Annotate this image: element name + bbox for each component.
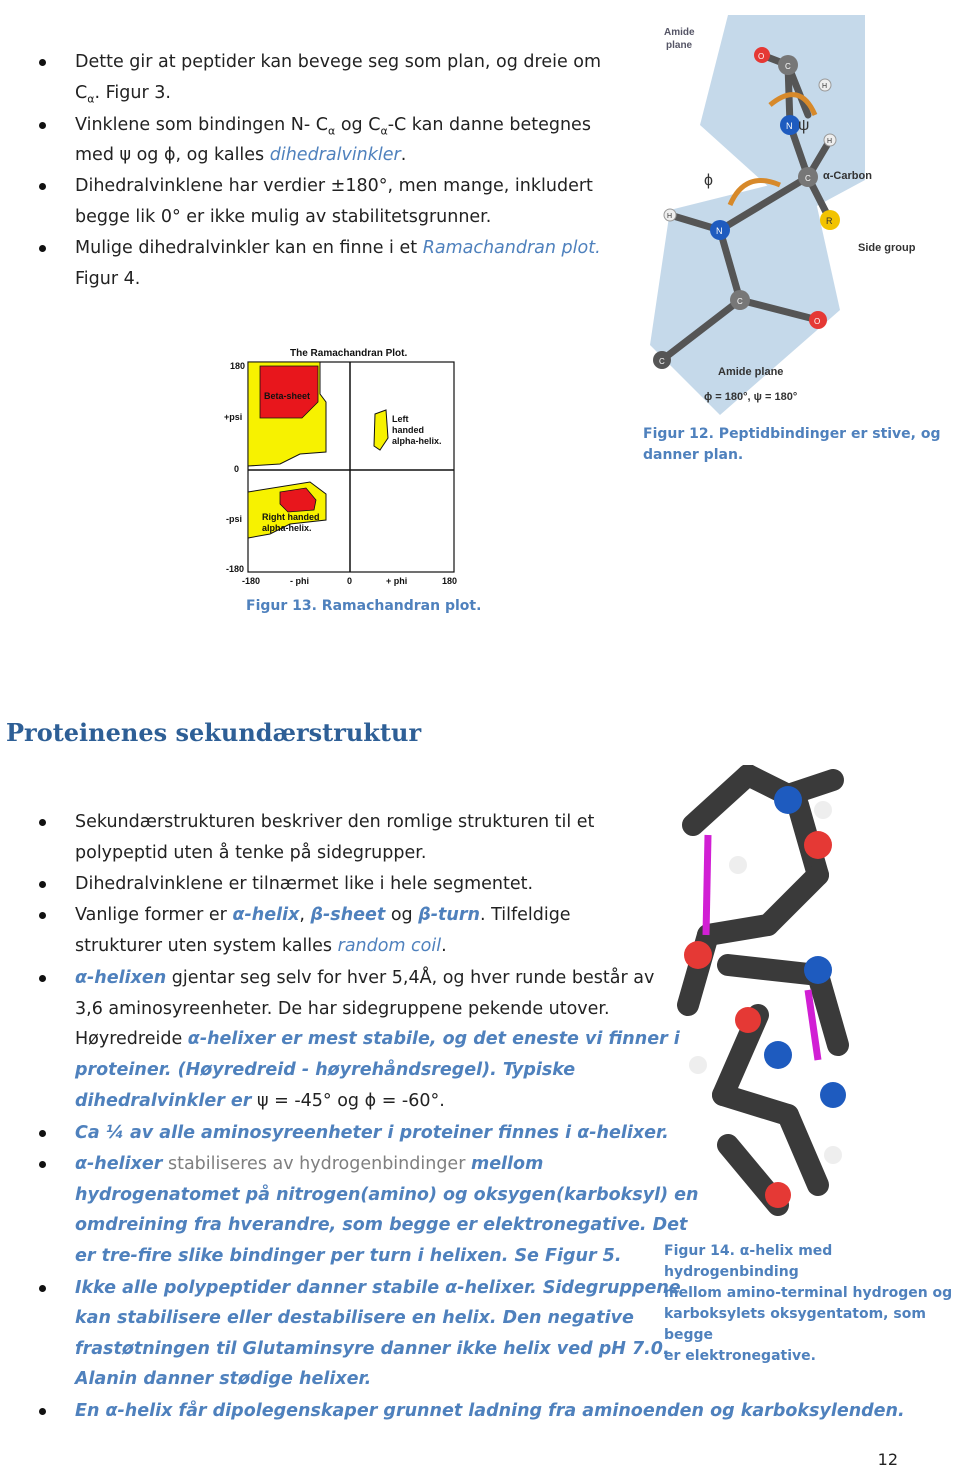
atom-label-c: C	[785, 62, 791, 71]
y-tick: 180	[230, 361, 246, 371]
label-alpha-carbon: α-Carbon	[823, 170, 872, 182]
label-side-group: Side group	[858, 242, 916, 254]
figure-12-caption: Figur 12. Peptidbindinger er stive, og danner plan.	[643, 426, 941, 463]
bullet-text: Alanin danner stødige helixer.	[75, 1369, 372, 1389]
bullet-dot	[39, 912, 46, 919]
term-link: Ramachandran plot.	[422, 238, 601, 258]
bullet-text: Mulige dihedralvinkler kan en finne i et Ramachandran plot.	[75, 238, 601, 258]
atom-hydrogen	[824, 1146, 842, 1164]
y-tick: +psi	[224, 412, 243, 422]
figure-14-caption: Figur 14. α-helix med hydrogenbinding mellom amino-terminal hydrogen og karboksylets oksygentatom, som begge er elektronegative.	[664, 1243, 953, 1364]
atom-label-c: C	[737, 297, 743, 306]
x-tick: 0	[347, 576, 353, 586]
bullet-dot	[39, 122, 46, 129]
region-label-left: Left	[392, 414, 409, 424]
figure-13-ramachandran-plot	[220, 342, 470, 592]
y-tick: 0	[234, 464, 240, 474]
figure-12-peptide-planes	[640, 15, 940, 415]
bullet-text: Sekundærstrukturen beskriver den romlige strukturen til et	[75, 812, 595, 832]
atom-hydrogen	[814, 801, 832, 819]
atom-oxygen	[684, 941, 712, 969]
bullet-text: α-helixer stabiliseres av hydrogenbindinger mellom	[75, 1154, 544, 1174]
bullet-text: dihedralvinkler er ψ = -45° og ϕ = -60°.	[75, 1091, 445, 1111]
term-link: dihedralvinkler	[269, 145, 401, 165]
bullet-text: Dihedralvinklene er tilnærmet like i hele segmentet.	[75, 874, 534, 894]
plot-title: The Ramachandran Plot.	[290, 348, 408, 359]
bullet-text: Ikke alle polypeptider danner stabile α-helixer. Sidegruppene	[75, 1278, 681, 1298]
y-tick: -psi	[226, 514, 243, 524]
x-tick: - phi	[290, 576, 309, 586]
atom-label-o: O	[814, 317, 821, 326]
hydrogen-bond	[706, 835, 708, 935]
atom-label-n: N	[716, 226, 723, 236]
label-psi: ψ	[798, 117, 810, 134]
atom-label-r: R	[826, 216, 833, 226]
label-angles: ϕ = 180°, ψ = 180°	[704, 391, 798, 403]
atom-label-o: O	[758, 52, 765, 61]
bullet-text: hydrogenatomet på nitrogen(amino) og oksygen(karboksyl) en	[75, 1185, 699, 1205]
atom-label-c: C	[805, 174, 811, 183]
bullet-text: α-helixen gjentar seg selv for hver 5,4Å, og hver runde består av	[75, 968, 655, 988]
bullet-text: polypeptid uten å tenke på sidegrupper.	[75, 843, 427, 863]
x-tick: -180	[242, 576, 261, 586]
y-tick: -180	[226, 564, 245, 574]
region-label-right: Right handed	[262, 512, 320, 522]
bullet-text: omdreining fra hverandre, som begge er elektronegative. Det	[75, 1215, 688, 1235]
region-label-left: alpha-helix.	[392, 436, 442, 446]
bullet-dot	[39, 975, 46, 982]
bullet-dot	[39, 245, 46, 252]
atom-nitrogen	[774, 786, 802, 814]
atom-nitrogen	[820, 1082, 846, 1108]
bullet-dot	[39, 1130, 46, 1137]
bullet-text: Dihedralvinklene har verdier ±180°, men mange, inkludert	[75, 176, 593, 196]
figure-13-caption: Figur 13. Ramachandran plot.	[246, 598, 482, 614]
bullet-text: kan stabilisere eller destabilisere en helix. Den negative	[75, 1308, 634, 1328]
bullet-dot	[39, 1285, 46, 1292]
bullet-text: Vinklene som bindingen N- $C_\alpha$ og $C_\alpha-C$ kan danne betegnes	[75, 115, 591, 138]
bullet-text: Dette gir at peptider kan bevege seg som plan, og dreie om	[75, 52, 602, 72]
bullet-text: 3,6 aminosyreenheter. De har sidegruppene pekende utover.	[75, 999, 610, 1019]
atom-oxygen	[765, 1182, 791, 1208]
atom-oxygen	[735, 1007, 761, 1033]
atom-nitrogen	[804, 956, 832, 984]
bullet-text: Vanlige former er α-helix, β-sheet og β-turn. Tilfeldige	[75, 905, 571, 925]
bullet-text: proteiner. (Høyredreid - høyrehåndsregel). Typiske	[75, 1060, 576, 1080]
page-number: 12	[877, 1450, 898, 1469]
atom-label-h: H	[827, 138, 833, 145]
bullet-text: Figur 4.	[75, 269, 141, 289]
atom-label-h: H	[667, 213, 673, 220]
bullet-text: med ψ og ϕ, og kalles dihedralvinkler.	[75, 145, 407, 165]
atom-label-c: C	[659, 357, 665, 366]
bullet-text: En α-helix får dipolegenskaper grunnet ladning fra aminoenden og karboksylenden.	[75, 1401, 905, 1421]
bullet-dot	[39, 183, 46, 190]
atom-hydrogen	[729, 856, 747, 874]
bullet-text: begge lik 0° er ikke mulig av stabilitetsgrunner.	[75, 207, 492, 227]
bullet-text: er tre-fire slike bindinger per turn i helixen. Se Figur 5.	[75, 1246, 622, 1266]
region-left-yellow	[374, 410, 388, 450]
bullet-dot	[39, 1161, 46, 1168]
label-amide-plane-top: Amide	[664, 27, 695, 38]
label-amide-plane-bottom: Amide plane	[718, 366, 784, 378]
label-amide-plane-top: plane	[666, 40, 693, 51]
label-phi: ϕ	[704, 172, 713, 189]
bullet-text: $C_\alpha$. Figur 3.	[75, 83, 171, 106]
bullet-dot	[39, 59, 46, 66]
region-label-right: alpha-helix.	[262, 523, 312, 533]
atom-label-n: N	[786, 121, 793, 131]
bullet-text: Ca ¼ av alle aminosyreenheter i proteiner finnes i α-helixer.	[75, 1123, 669, 1143]
bullet-dot	[39, 881, 46, 888]
region-label-left: handed	[392, 425, 425, 435]
atom-oxygen	[804, 831, 832, 859]
atom-hydrogen	[689, 1056, 707, 1074]
bullet-text: strukturer uten system kalles random coil.	[75, 936, 447, 956]
bullet-text: Høyredreide α-helixer er mest stabile, og det eneste vi finner i	[75, 1029, 680, 1049]
atom-label-h: H	[822, 83, 828, 90]
bullet-text: frastøtningen til Glutaminsyre danner ikke helix ved pH 7.0.	[75, 1339, 670, 1359]
bullet-dot	[39, 1408, 46, 1415]
section-heading: Proteinenes sekundærstruktur	[6, 718, 422, 747]
x-tick: + phi	[386, 576, 408, 586]
region-label-beta: Beta-sheet	[264, 391, 311, 401]
atom-nitrogen	[764, 1041, 792, 1069]
figure-14-alpha-helix	[668, 765, 858, 1235]
x-tick: 180	[442, 576, 458, 586]
bullet-dot	[39, 819, 46, 826]
